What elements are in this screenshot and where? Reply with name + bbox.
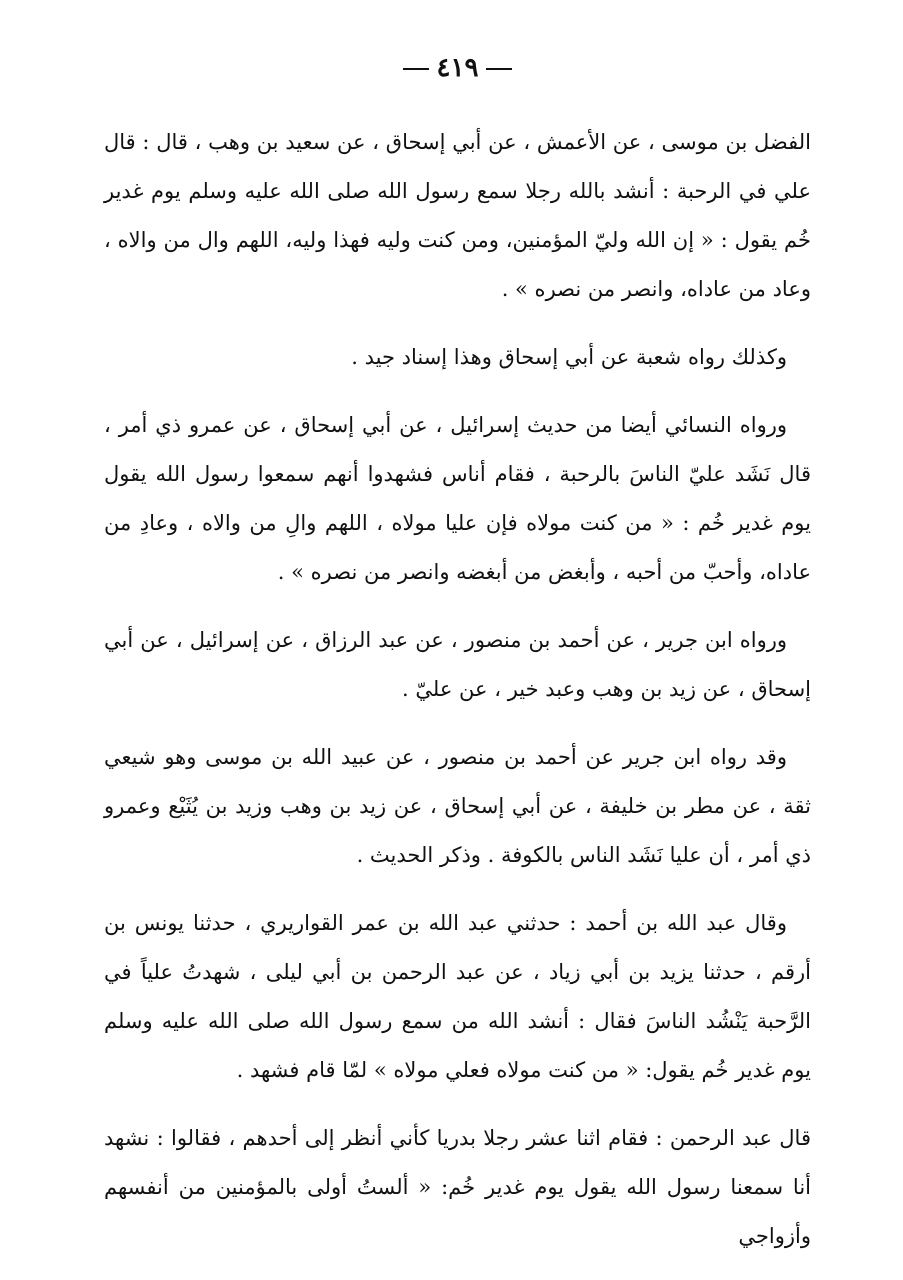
paragraph-6: وقال عبد الله بن أحمد : حدثني عبد الله بن عمر القواريري ، حدثنا يونس بن أرقم ، حدثنا يزيد بن أبي زياد ، عن عبد الرحمن بن أبي ليلى ، شهدتُ علياً في الرَّحبة يَنْشُد الناسَ فقال : أنشد الله من سمع رسول الله صلى الله عليه وسلم يوم غدير خُم يقول: « من كنت مولاه فعلي مولاه » لمّا قام فشهد .	[104, 911, 811, 1082]
page-number-dash-left	[403, 68, 429, 70]
paragraph-5: وقد رواه ابن جرير عن أحمد بن منصور ، عن عبيد الله بن موسى وهو شيعي ثقة ، عن مطر بن خليفة ، عن أبي إسحاق ، عن زيد بن وهب وزيد بن يُثَيْع وعمرو ذي أمر ، أن عليا نَشَد الناس بالكوفة . وذكر الحديث .	[104, 745, 811, 867]
paragraph-7: قال عبد الرحمن : فقام اثنا عشر رجلا بدريا كأني أنظر إلى أحدهم ، فقالوا : نشهد أنا سمعنا رسول الله يقول يوم غدير خُم: « ألستُ أولى بالمؤمنين من أنفسهم وأزواجي	[104, 1126, 811, 1248]
body-text	[104, 118, 811, 1261]
paragraph-2: وكذلك رواه شعبة عن أبي إسحاق وهذا إسناد جيد .	[351, 345, 787, 369]
page-number	[104, 48, 811, 88]
page-number-text: ٤١٩	[436, 53, 479, 83]
paragraph-4: ورواه ابن جرير ، عن أحمد بن منصور ، عن عبد الرزاق ، عن إسرائيل ، عن أبي إسحاق ، عن زيد بن وهب وعبد خير ، عن عليّ .	[104, 628, 811, 701]
page-number-dash-right	[486, 68, 512, 70]
paragraph-1: الفضل بن موسى ، عن الأعمش ، عن أبي إسحاق ، عن سعيد بن وهب ، قال : قال علي في الرحبة : أنشد بالله رجلا سمع رسول الله صلى الله عليه وسلم يوم غدير خُم يقول : « إن الله وليّ المؤمنين، ومن كنت وليه فهذا وليه، اللهم وال من والاه ، وعاد من عاداه، وانصر من نصره » .	[104, 130, 811, 301]
paragraph-3: ورواه النسائي أيضا من حديث إسرائيل ، عن أبي إسحاق ، عن عمرو ذي أمر ، قال نَشَد عليّ الناسَ بالرحبة ، فقام أناس فشهدوا أنهم سمعوا رسول الله يقول يوم غدير خُم : « من كنت مولاه فإن عليا مولاه ، اللهم والِ من والاه ، وعادِ من عاداه، وأحبّ من أحبه ، وأبغض من أبغضه وانصر من نصره » .	[104, 413, 811, 584]
